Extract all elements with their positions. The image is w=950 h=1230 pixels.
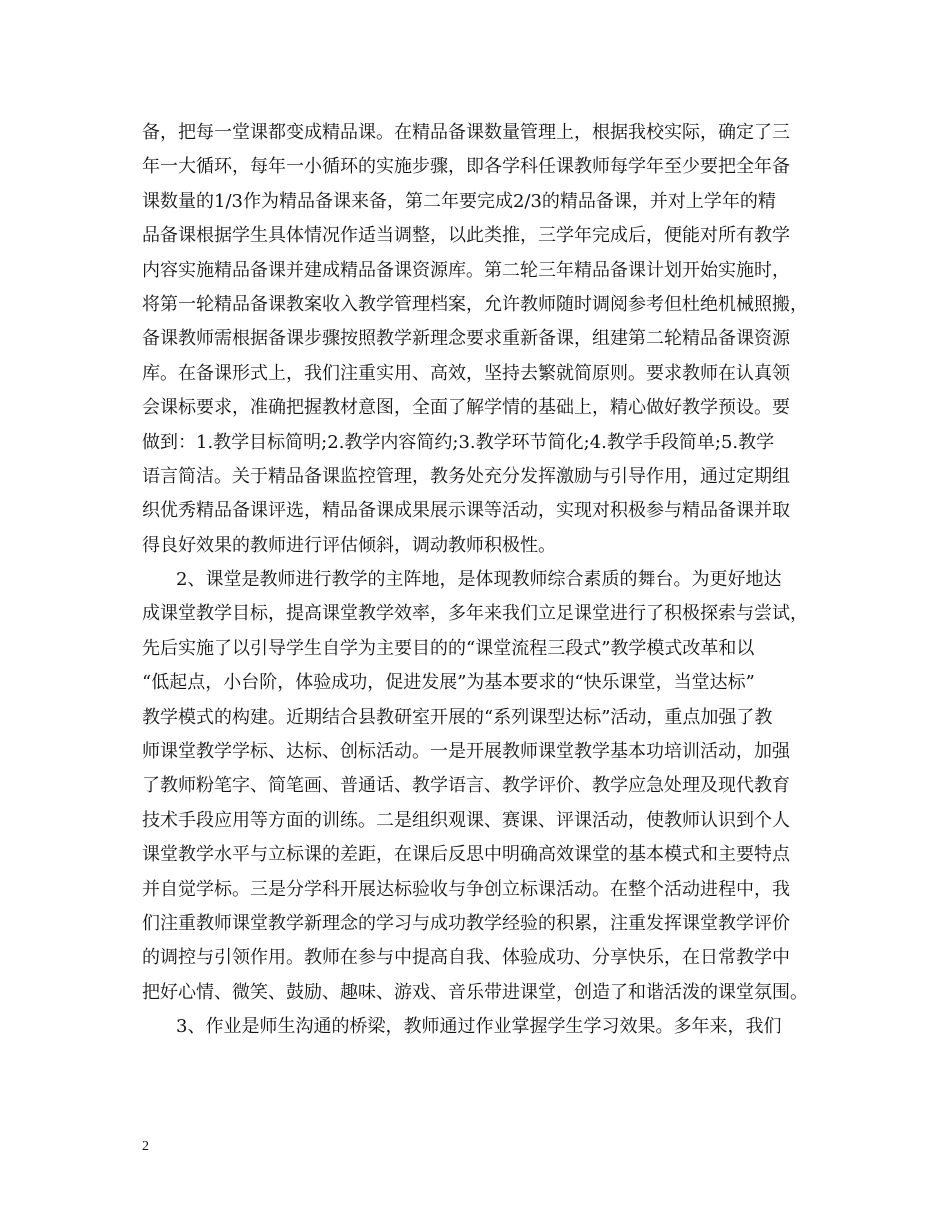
text-line: 们注重教师课堂教学新理念的学习与成功教学经验的积累，注重发挥课堂教学评价	[142, 912, 790, 934]
text-line: 先后实施了以引导学生自学为主要目的的“课堂流程三段式”教学模式改革和以	[142, 637, 755, 659]
text-line: 备，把每一堂课都变成精品课。在精品备课数量管理上，根据我校实际，确定了三	[142, 122, 790, 143]
text-line: 品备课根据学生具体情况作适当调整，以此类推，三学年完成后，便能对所有教学	[142, 225, 790, 247]
text-line: 语言简洁。关于精品备课监控管理，教务处充分发挥激励与引导作用，通过定期组	[142, 465, 790, 487]
text-line: 年一大循环，每年一小循环的实施步骤，即各学科任课教师每学年至少要把全年备	[142, 156, 790, 178]
text-line: “低起点，小台阶，体验成功，促进发展”为基本要求的“快乐课堂，当堂达标”	[142, 672, 755, 694]
text-line: 成课堂教学目标，提高课堂教学效率，多年来我们立足课堂进行了积极探索与尝试，	[142, 603, 808, 625]
paragraph-start-line: 3、作业是师生沟通的桥梁，教师通过作业掌握学生学习效果。多年来，我们	[176, 1016, 782, 1038]
text-line: 将第一轮精品备课教案收入教学管理档案，允许教师随时调阅参考但杜绝机械照搬，	[142, 293, 808, 315]
text-line: 做到：1.教学目标简明;2.教学内容简约;3.教学环节简化;4.教学手段简单;5.教学	[142, 431, 775, 453]
text-line: 师课堂教学学标、达标、创标活动。一是开展教师课堂教学基本功培训活动，加强	[142, 741, 790, 763]
text-line: 了教师粉笔字、简笔画、普通话、教学语言、教学评价、教学应急处理及现代教育	[142, 775, 790, 797]
page-number: 2	[142, 1139, 149, 1154]
text-line: 课数量的1/3作为精品备课来备，第二年要完成2/3的精品备课，并对上学年的精	[142, 190, 776, 212]
text-line: 的调控与引领作用。教师在参与中提高自我、体验成功、分享快乐，在日常教学中	[142, 947, 790, 969]
text-line: 教学模式的构建。近期结合县教研室开展的“系列课型达标”活动，重点加强了教	[142, 706, 773, 728]
body-text	[142, 116, 812, 1045]
paragraph-start-line: 2、课堂是教师进行教学的主阵地，是体现教师综合素质的舞台。为更好地达	[176, 569, 782, 591]
text-line: 备课教师需根据备课步骤按照教学新理念要求重新备课，组建第二轮精品备课资源	[142, 328, 790, 350]
text-line: 并自觉学标。三是分学科开展达标验收与争创立标课活动。在整个活动进程中，我	[142, 878, 790, 900]
text-line: 库。在备课形式上，我们注重实用、高效，坚持去繁就简原则。要求教师在认真领	[142, 362, 790, 384]
text-line: 会课标要求，准确把握教材意图，全面了解学情的基础上，精心做好教学预设。要	[142, 397, 790, 419]
text-line: 内容实施精品备课并建成精品备课资源库。第二轮三年精品备课计划开始实施时，	[142, 259, 790, 281]
text-line: 织优秀精品备课评选，精品备课成果展示课等活动，实现对积极参与精品备课并取	[142, 500, 790, 522]
text-line: 把好心情、微笑、鼓励、趣味、游戏、音乐带进课堂，创造了和谐活泼的课堂氛围。	[142, 981, 808, 1003]
text-line: 得良好效果的教师进行评估倾斜，调动教师积极性。	[142, 534, 556, 556]
text-line: 课堂教学水平与立标课的差距，在课后反思中明确高效课堂的基本模式和主要特点	[142, 844, 790, 866]
text-line: 技术手段应用等方面的训练。二是组织观课、赛课、评课活动，使教师认识到个人	[142, 809, 790, 831]
